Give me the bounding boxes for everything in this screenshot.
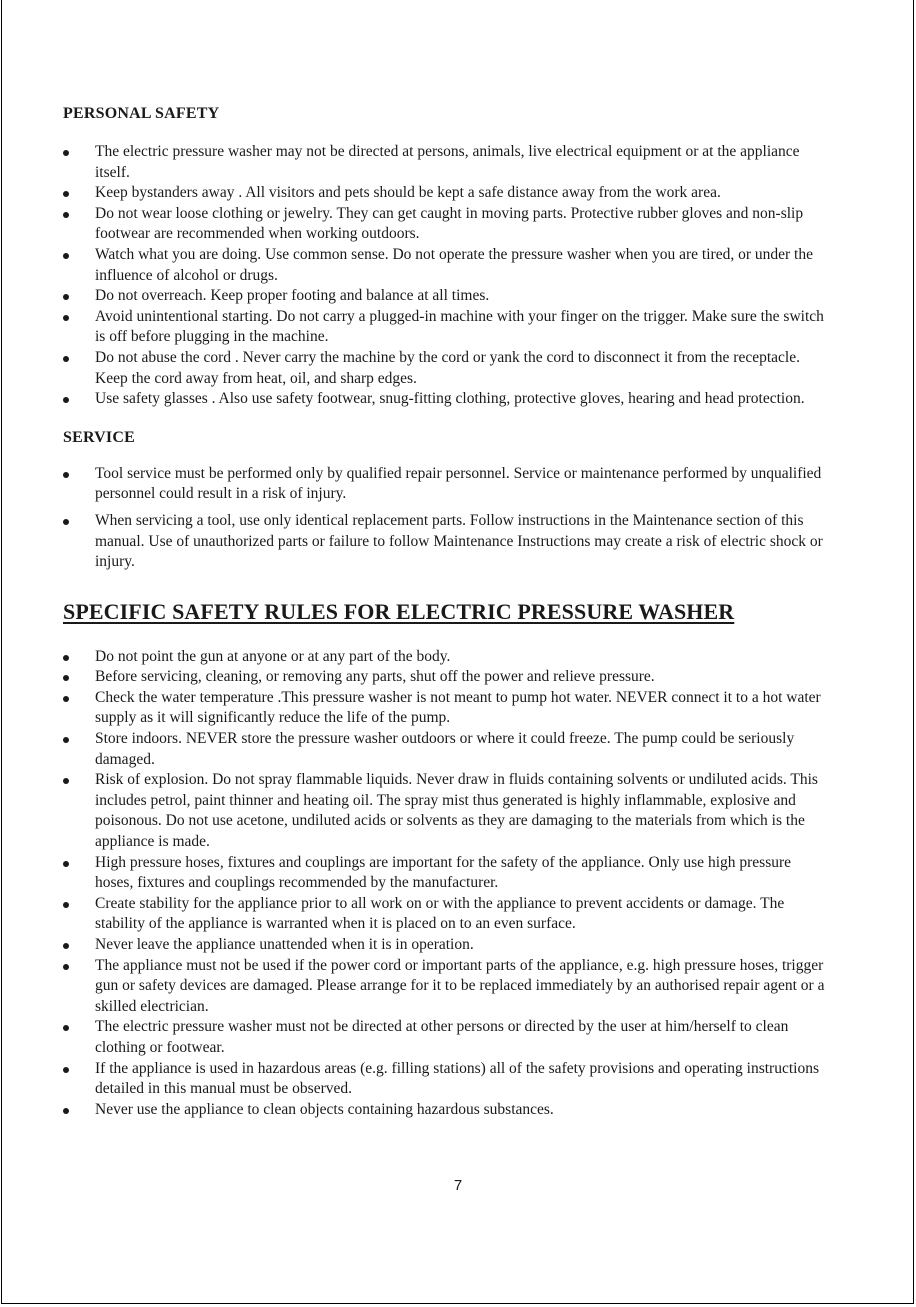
list-item: Before servicing, cleaning, or removing any parts, shut off the power and relieve pressure. [63,667,833,688]
list-item: The electric pressure washer must not be directed at other persons or directed by the user at him/herself to clean clothing or footwear. [63,1017,833,1058]
list-item: The electric pressure washer may not be directed at persons, animals, live electrical equipment or at the appliance itself. [63,142,833,183]
list-item: If the appliance is used in hazardous areas (e.g. filling stations) all of the safety provisions and operating instructions detailed in this manual must be observed. [63,1059,833,1100]
service-list [63,464,833,573]
list-item: Never use the appliance to clean objects containing hazardous substances. [63,1100,833,1121]
personal-safety-list [63,142,833,410]
list-item: Do not overreach. Keep proper footing and balance at all times. [63,286,833,307]
personal-safety-heading: PERSONAL SAFETY [63,105,220,122]
specific-safety-rules-list [63,647,833,1121]
list-item: Do not abuse the cord . Never carry the machine by the cord or yank the cord to disconnect it from the receptacle. Keep the cord away from heat, oil, and sharp edges. [63,348,833,389]
list-item: Do not point the gun at anyone or at any part of the body. [63,647,833,668]
list-item: Create stability for the appliance prior to all work on or with the appliance to prevent accidents or damage. The stability of the appliance is warranted when it is placed on to an even surface. [63,894,833,935]
list-item: Store indoors. NEVER store the pressure washer outdoors or where it could freeze. The pump could be seriously damaged. [63,729,833,770]
list-item: Keep bystanders away . All visitors and pets should be kept a safe distance away from the work area. [63,183,833,204]
list-item: Do not wear loose clothing or jewelry. They can get caught in moving parts. Protective rubber gloves and non-slip footwear are recommended when working outdoors. [63,204,833,245]
list-item: Never leave the appliance unattended when it is in operation. [63,935,833,956]
document-body [63,104,833,1120]
page-number: 7 [453,1177,463,1194]
list-item: Tool service must be performed only by qualified repair personnel. Service or maintenance performed by unqualified personnel could result in a risk of injury. [63,464,833,505]
list-item: The appliance must not be used if the power cord or important parts of the appliance, e.g. high pressure hoses, trigger gun or safety devices are damaged. Please arrange for it to be replaced immediately by an authorised repair agent or a skilled electrician. [63,956,833,1018]
list-item: Use safety glasses . Also use safety footwear, snug-fitting clothing, protective gloves, hearing and head protection. [63,389,833,410]
list-item: High pressure hoses, fixtures and couplings are important for the safety of the appliance. Only use high pressure hoses, fixtures and couplings recommended by the manufacturer. [63,853,833,894]
list-item: Avoid unintentional starting. Do not carry a plugged-in machine with your finger on the trigger. Make sure the switch is off before plugging in the machine. [63,307,833,348]
list-item: Check the water temperature .This pressure washer is not meant to pump hot water. NEVER connect it to a hot water supply as it will significantly reduce the life of the pump. [63,688,833,729]
list-item: Watch what you are doing. Use common sense. Do not operate the pressure washer when you are tired, or under the influence of alcohol or drugs. [63,245,833,286]
list-item: Risk of explosion. Do not spray flammable liquids. Never draw in fluids containing solvents or undiluted acids. This includes petrol, paint thinner and heating oil. The spray mist thus generated is highly inflammable, explosive and poisonous. Do not use acetone, undiluted acids or solvents as they are damaging to the materials from which is the appliance is made. [63,770,833,852]
list-item: When servicing a tool, use only identical replacement parts. Follow instructions in the Maintenance section of this manual. Use of unauthorized parts or failure to follow Maintenance Instructions may create a risk of electric shock or injury. [63,511,833,573]
service-heading: SERVICE [63,428,135,446]
specific-safety-rules-heading: SPECIFIC SAFETY RULES FOR ELECTRIC PRESSURE WASHER [63,598,735,624]
